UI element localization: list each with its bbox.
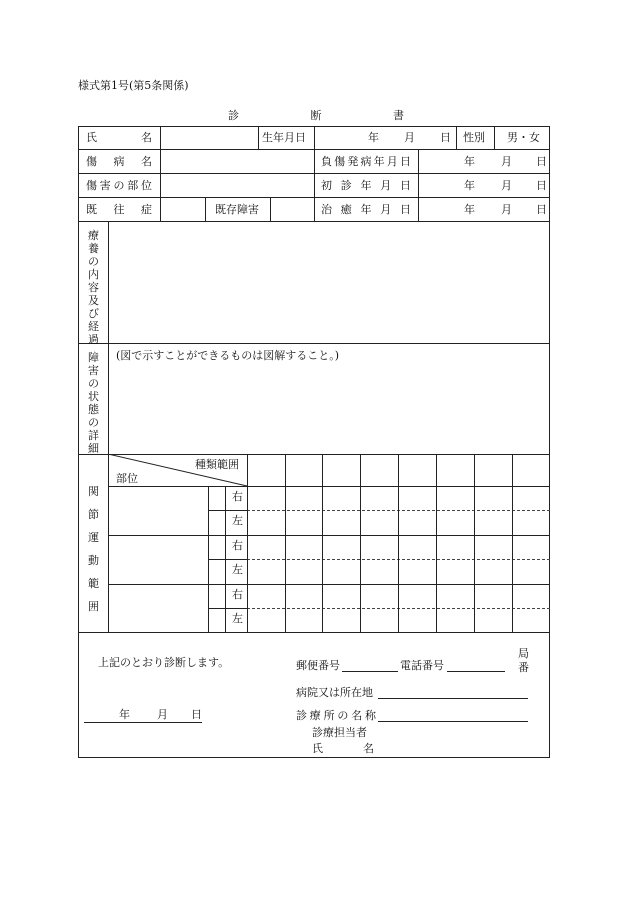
onset-month-unit: 月	[501, 155, 512, 168]
rule	[160, 126, 161, 221]
rule	[314, 126, 315, 221]
rule	[270, 197, 271, 221]
treatment-label: 療養の内容及び経過	[88, 229, 99, 346]
rule	[360, 454, 361, 632]
rule	[208, 608, 247, 609]
left-label: 左	[232, 514, 243, 527]
rule	[78, 221, 550, 222]
document-title: 診 断 書	[228, 109, 404, 122]
rule	[108, 221, 109, 632]
cure-month-unit: 月	[501, 203, 512, 216]
right-label: 右	[232, 588, 243, 601]
sex-label: 性別	[463, 131, 485, 144]
rom-label: 関節運動範囲	[88, 485, 99, 613]
rule	[208, 559, 247, 560]
address-underline	[378, 698, 528, 699]
cure-date-label: 治 癒 年 月 日	[321, 203, 411, 216]
rule	[108, 584, 550, 585]
onset-year-unit: 年	[464, 155, 475, 168]
disability-detail-label: 障害の状態の詳細	[88, 351, 99, 455]
rule	[78, 343, 550, 344]
rule	[418, 149, 419, 221]
onset-day-unit: 日	[536, 155, 547, 168]
injury-onset-date-label: 負 傷 発 病 年 月 日	[321, 155, 411, 168]
rule	[78, 632, 550, 633]
sex-value: 男・女	[507, 131, 540, 144]
rule	[436, 454, 437, 632]
doctor-name-label: 氏 名	[312, 742, 374, 755]
phone-label: 電話番号	[400, 659, 444, 672]
cure-year-unit: 年	[464, 203, 475, 216]
disability-note: (図で示すことができるものは図解すること。)	[116, 349, 340, 362]
first-visit-month-unit: 月	[501, 179, 512, 192]
medical-history-label: 既 往 症	[86, 203, 152, 216]
right-label: 右	[232, 539, 243, 552]
rule	[258, 126, 259, 149]
rom-header-part: 部位	[116, 472, 138, 485]
dob-label: 生年月日	[262, 131, 306, 144]
existing-disability-label: 既存障害	[215, 203, 259, 216]
exchange-label-1: 局	[518, 647, 529, 660]
rule	[456, 126, 457, 149]
rom-header-type: 種類範囲	[195, 458, 239, 471]
dob-year-unit: 年	[368, 131, 379, 144]
first-visit-day-unit: 日	[536, 179, 547, 192]
left-label: 左	[232, 563, 243, 576]
left-label: 左	[232, 612, 243, 625]
diagnosis-statement: 上記のとおり診断します。	[98, 656, 230, 669]
postal-label: 郵便番号	[296, 659, 340, 672]
rule	[398, 454, 399, 632]
rule	[208, 510, 247, 511]
exchange-label-2: 番	[518, 661, 529, 674]
cure-day-unit: 日	[536, 203, 547, 216]
rule	[474, 454, 475, 632]
rule	[285, 454, 286, 632]
rule	[108, 535, 550, 536]
right-label: 右	[232, 490, 243, 503]
rule	[205, 197, 206, 221]
dob-month-unit: 月	[404, 131, 415, 144]
footer-year-unit: 年	[119, 708, 130, 721]
rule	[322, 454, 323, 632]
rule	[208, 486, 209, 632]
first-visit-date-label: 初 診 年 月 日	[321, 179, 411, 192]
first-visit-year-unit: 年	[464, 179, 475, 192]
rule	[225, 486, 226, 632]
clinic-underline	[378, 721, 528, 722]
rule	[494, 126, 495, 149]
form-number: 様式第1号(第5条関係)	[78, 79, 189, 92]
footer-month-unit: 月	[157, 708, 168, 721]
name-label: 氏 名	[86, 131, 152, 144]
footer-day-unit: 日	[191, 708, 202, 721]
rule	[512, 454, 513, 632]
address-label: 病院又は所在地	[296, 686, 373, 699]
postal-underline	[342, 671, 398, 672]
date-underline	[84, 722, 202, 723]
dob-day-unit: 日	[440, 131, 451, 144]
phone-underline	[447, 671, 505, 672]
injury-site-label: 傷 害 の 部 位	[86, 179, 152, 192]
clinic-name-label: 診 療 所 の 名 称	[296, 709, 376, 722]
doctor-label: 診療担当者	[312, 726, 367, 739]
injury-name-label: 傷 病 名	[86, 155, 152, 168]
